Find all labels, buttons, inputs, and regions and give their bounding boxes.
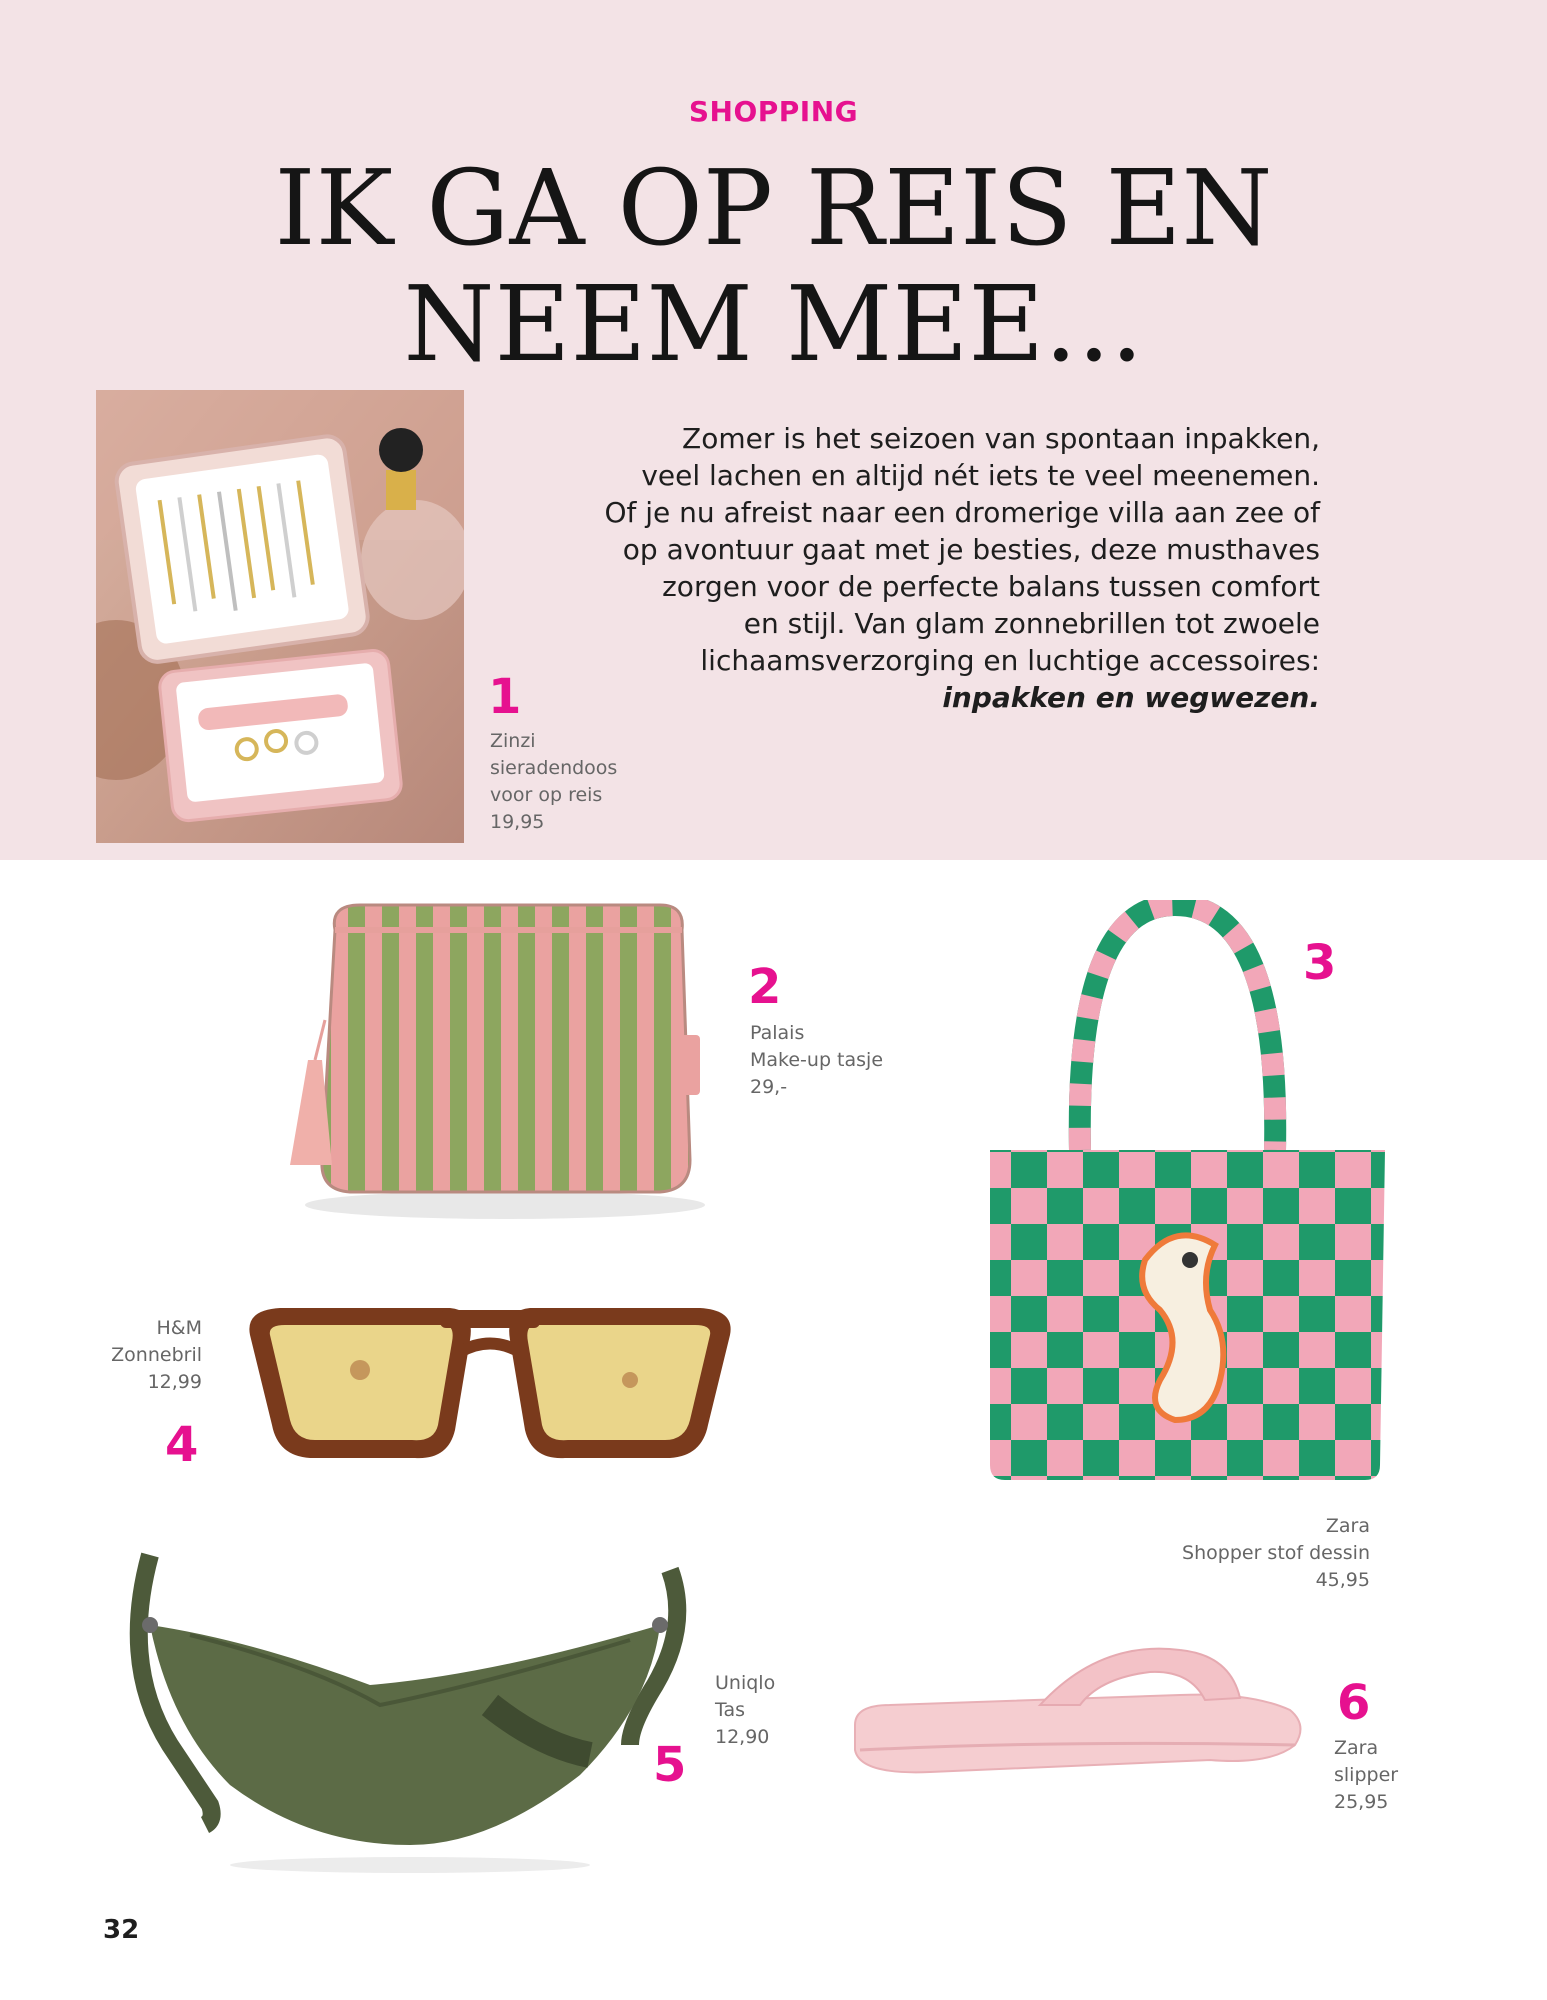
sunglasses-image — [240, 1290, 740, 1470]
product-number: 4 — [165, 1417, 199, 1473]
product-name: voor op reis — [490, 784, 603, 806]
product-price: 29,- — [750, 1076, 788, 1098]
product-caption — [1100, 1513, 1370, 1594]
crossbody-bag-image — [110, 1545, 700, 1875]
product-name: Make-up tasje — [750, 1049, 884, 1071]
product-name: Tas — [715, 1699, 746, 1721]
product-name: Shopper stof dessin — [1182, 1542, 1370, 1564]
title-line-1: IK GA OP REIS EN — [274, 147, 1273, 269]
section-label: SHOPPING — [688, 95, 859, 128]
product-price: 19,95 — [490, 811, 545, 833]
product-brand: H&M — [156, 1317, 202, 1339]
intro-line: Of je nu afreist naar een dromerige villa aan zee of — [604, 496, 1320, 529]
jewelry-box-image — [96, 390, 464, 843]
tote-bag-image — [975, 900, 1405, 1495]
product-name: slipper — [1334, 1764, 1399, 1786]
product-caption — [750, 1020, 883, 1101]
intro-paragraph — [560, 420, 1320, 716]
intro-closing: inpakken en wegwezen. — [942, 681, 1320, 714]
intro-line: op avontuur gaat met je besties, deze musthaves — [622, 533, 1320, 566]
intro-line: zorgen voor de perfecte balans tussen comfort — [662, 570, 1320, 603]
intro-line: lichaamsverzorging en luchtige accessoires: — [700, 644, 1320, 677]
product-name: Zonnebril — [111, 1344, 202, 1366]
product-caption — [715, 1670, 775, 1751]
product-caption — [490, 728, 617, 836]
product-price: 25,95 — [1334, 1791, 1389, 1813]
page-title — [0, 147, 1547, 385]
product-brand: Zara — [1334, 1737, 1379, 1759]
product-price: 45,95 — [1315, 1569, 1370, 1591]
product-number: 1 — [488, 669, 522, 725]
intro-line: veel lachen en altijd nét iets te veel meenemen. — [641, 459, 1320, 492]
slipper-image — [850, 1640, 1310, 1785]
product-brand: Palais — [750, 1022, 805, 1044]
product-caption — [90, 1315, 202, 1396]
product-name: sieradendoos — [490, 757, 618, 779]
makeup-bag-image — [280, 900, 730, 1230]
product-number: 3 — [1303, 935, 1337, 991]
product-number: 6 — [1337, 1675, 1371, 1731]
intro-line: en stijl. Van glam zonnebrillen tot zwoele — [743, 607, 1320, 640]
product-brand: Zinzi — [490, 730, 536, 752]
product-brand: Uniqlo — [715, 1672, 776, 1694]
product-number: 2 — [748, 959, 782, 1015]
page-number: 32 — [103, 1915, 140, 1945]
title-line-2: NEEM MEE... — [403, 263, 1144, 385]
product-brand: Zara — [1325, 1515, 1370, 1537]
product-price: 12,99 — [147, 1371, 202, 1393]
product-price: 12,90 — [715, 1726, 770, 1748]
intro-line: Zomer is het seizoen van spontaan inpakken, — [682, 422, 1320, 455]
product-caption — [1334, 1735, 1398, 1816]
product-number: 5 — [653, 1737, 687, 1793]
